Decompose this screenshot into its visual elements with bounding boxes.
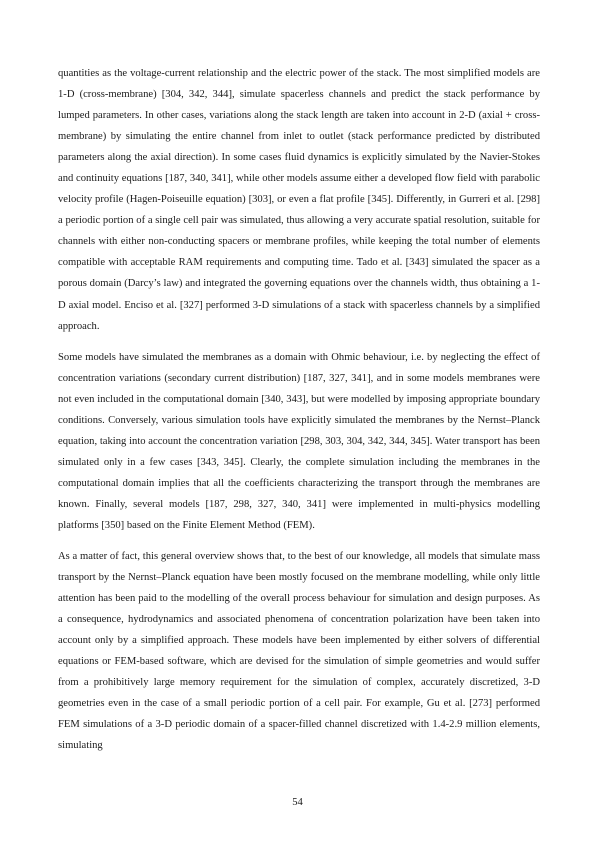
paragraph-2: Some models have simulated the membranes as a domain with Ohmic behaviour, i.e. by neglecting the effect of concentration variations (secondary current distribution) [187, 327, 341], and in some models membranes were not even included in the computational domain [340, 343], but were modelled by imposing appropriate boundary conditions. Conversely, various simulation tools have explicitly simulated the membranes by the Nernst–Planck equation, taking into account the concentration variation [298, 303, 304, 342, 344, 345]. Water transport has been simulated only in a few cases [343, 345]. Clearly, the complete simulation including the membranes in the computational domain implies that all the coefficients characterizing the transport through the membranes are known. Finally, several models [187, 298, 327, 340, 341] were implemented in multi-physics modelling platforms [350] based on the Finite Element Method (FEM). <box>58 351 540 531</box>
page-number: 54 <box>292 797 303 808</box>
body-text <box>58 63 540 767</box>
paragraph-3: As a matter of fact, this general overview shows that, to the best of our knowledge, all models that simulate mass transport by the Nernst–Planck equation have been mostly focused on the membrane modelling, while only little attention has been paid to the modelling of the overall process behaviour for simulation and design purposes. As a consequence, hydrodynamics and associated phenomena of concentration polarization have been taken into account only by a simplified approach. These models have been implemented by either solvers of differential equations or FEM-based software, which are devised for the simulation of simple geometries and would suffer from a prohibitively large memory requirement for the simulation of complex, accurately discretized, 3-D geometries even in the case of a small periodic portion of a cell pair. For example, Gu et al. [273] performed FEM simulations of a 3-D periodic domain of a spacer-filled channel discretized with 1.4-2.9 million elements, simulating <box>58 551 540 752</box>
paragraph-1: quantities as the voltage-current relationship and the electric power of the stack. The most simplified models are 1-D (cross-membrane) [304, 342, 344], simulate spacerless channels and predict the stack performance by lumped parameters. In other cases, variations along the stack length are taken into account in 2-D (axial + cross-membrane) by simulating the entire channel from inlet to outlet (stack performance predicted by distributed parameters along the axial direction). In some cases fluid dynamics is explicitly simulated by the Navier-Stokes and continuity equations [187, 340, 341], while other models assume either a developed flow field with parabolic velocity profile (Hagen-Poiseuille equation) [303], or even a flat profile [345]. Differently, in Gurreri et al. [298] a periodic portion of a single cell pair was simulated, thus allowing a very accurate spatial resolution, suitable for channels with either non-conducting spacers or membrane profiles, while keeping the total number of elements compatible with acceptable RAM requirements and computing time. Tado et al. [343] simulated the spacer as a porous domain (Darcy’s law) and integrated the governing equations over the channels width, thus obtaining a 1-D axial model. Enciso et al. [327] performed 3-D simulations of a stack with spacerless channels by a simplified approach. <box>58 68 540 332</box>
